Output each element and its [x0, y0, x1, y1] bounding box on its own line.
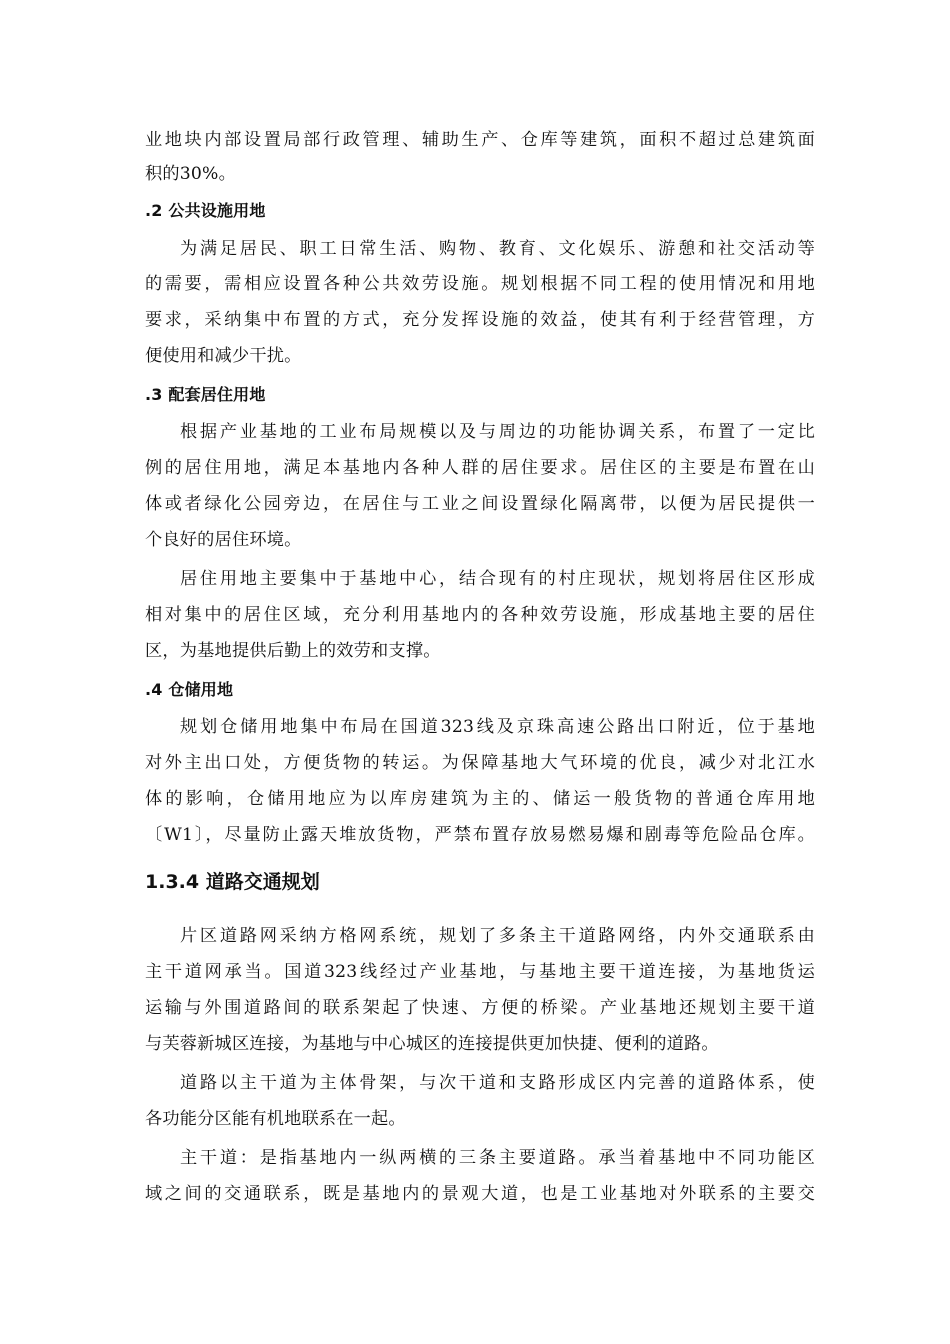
body-line: 为满足居民、职工日常生活、购物、教育、文化娱乐、游憩和社交活动等 — [180, 239, 815, 259]
section-heading-storage: .4 仓储用地 — [145, 680, 234, 699]
body-line: 主干道：是指基地内一纵两横的三条主要道路。承当着基地中不同功能区 — [180, 1148, 815, 1168]
body-line: 体或者绿化公园旁边，在居住与工业之间设置绿化隔离带，以便为居民提供一 — [145, 494, 815, 514]
body-line: 居住用地主要集中于基地中心，结合现有的村庄现状，规划将居住区形成 — [180, 569, 815, 589]
body-line: 个良好的居住环境。 — [145, 530, 302, 550]
body-line: 域之间的交通联系，既是基地内的景观大道，也是工业基地对外联系的主要交 — [145, 1184, 815, 1204]
body-line: 对外主出口处，方便货物的转运。为保障基地大气环境的优良，减少对北江水 — [145, 753, 815, 773]
body-line: 各功能分区能有机地联系在一起。 — [145, 1109, 406, 1129]
body-line: 片区道路网采纳方格网系统，规划了多条主干道路网络，内外交通联系由 — [180, 926, 815, 946]
body-line: 积的30%。 — [145, 164, 236, 184]
section-heading-public-facilities: .2 公共设施用地 — [145, 201, 266, 220]
body-line: 根据产业基地的工业布局规模以及与周边的功能协调关系，布置了一定比 — [180, 422, 815, 442]
body-line: 体的影响，仓储用地应为以库房建筑为主的、储运一般货物的普通仓库用地 — [145, 789, 815, 809]
body-line: 主干道网承当。国道323线经过产业基地，与基地主要干道连接，为基地货运 — [145, 962, 815, 982]
body-line: 要求，采纳集中布置的方式，充分发挥设施的效益，使其有利于经营管理，方 — [145, 310, 815, 330]
body-line: 道路以主干道为主体骨架，与次干道和支路形成区内完善的道路体系，使 — [180, 1073, 815, 1093]
body-line: 业地块内部设置局部行政管理、辅助生产、仓库等建筑，面积不超过总建筑面 — [145, 130, 815, 150]
section-heading-road-traffic: 1.3.4 道路交通规划 — [145, 871, 320, 893]
body-line: 区，为基地提供后勤上的效劳和支撑。 — [145, 641, 441, 661]
body-line: 与芙蓉新城区连接，为基地与中心城区的连接提供更加快捷、便利的道路。 — [145, 1034, 719, 1054]
body-line: 规划仓储用地集中布局在国道323线及京珠高速公路出口附近，位于基地 — [180, 717, 815, 737]
body-line: 便使用和减少干扰。 — [145, 346, 302, 366]
section-heading-residential: .3 配套居住用地 — [145, 385, 266, 404]
body-line: 运输与外围道路间的联系架起了快速、方便的桥梁。产业基地还规划主要干道 — [145, 998, 815, 1018]
body-line: 相对集中的居住区域，充分利用基地内的各种效劳设施，形成基地主要的居住 — [145, 605, 815, 625]
body-line: 的需要，需相应设置各种公共效劳设施。规划根据不同工程的使用情况和用地 — [145, 274, 815, 294]
body-line: 例的居住用地，满足本基地内各种人群的居住要求。居住区的主要是布置在山 — [145, 458, 815, 478]
body-line: 〔W1〕，尽量防止露天堆放货物，严禁布置存放易燃易爆和剧毒等危险品仓库。 — [145, 825, 815, 845]
